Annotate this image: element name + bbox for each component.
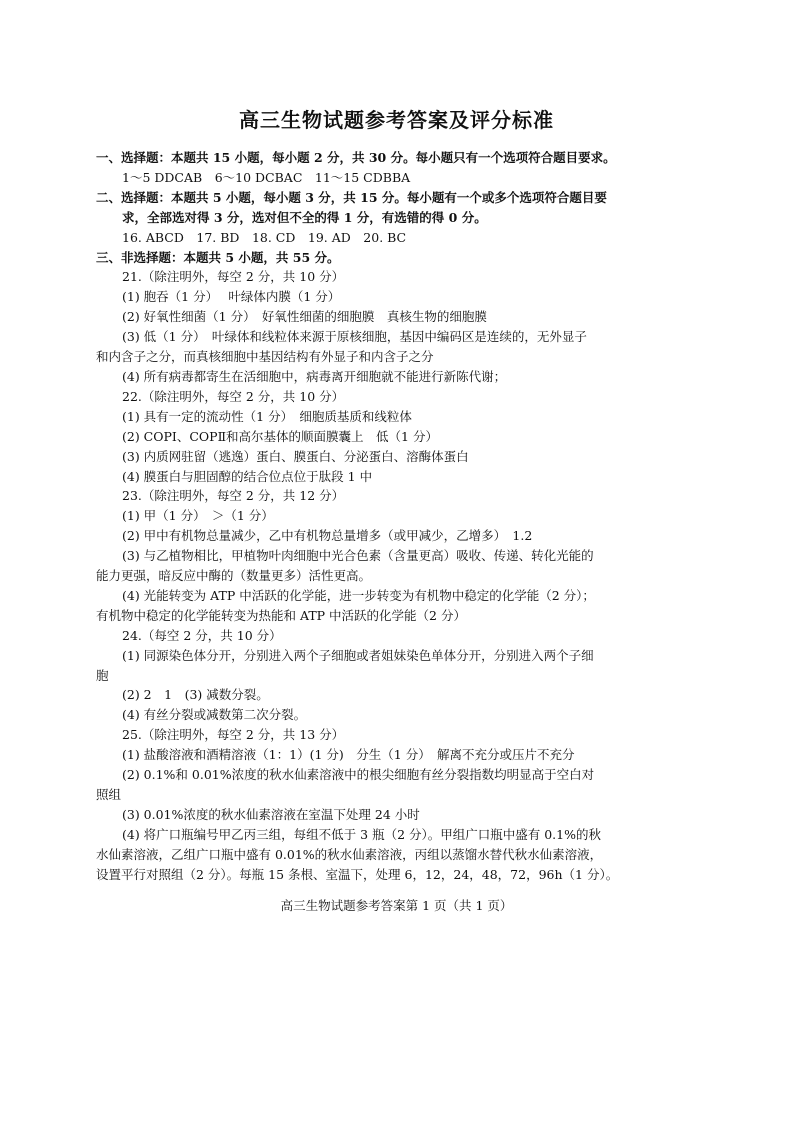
- answer-line: 三、非选择题：本题共 5 小题，共 55 分。: [96, 249, 340, 265]
- answer-line: 水仙素溶液，乙组广口瓶中盛有 0.01%的秋水仙素溶液，丙组以蒸馏水替代秋水仙素溶液，: [96, 846, 603, 862]
- answer-line: 21.（除注明外，每空 2 分，共 10 分）: [122, 269, 345, 285]
- answer-line: (1) 具有一定的流动性（1 分） 细胞质基质和线粒体: [122, 408, 412, 424]
- answer-line: (1) 同源染色体分开，分别进入两个子细胞或者姐妹染色单体分开，分别进入两个子细: [122, 647, 594, 663]
- answer-line: 1～5 DDCAB 6～10 DCBAC 11～15 CDBBA: [122, 169, 411, 185]
- answer-line: (2) COPⅠ、COPⅡ和高尔基体的顺面膜囊上 低（1 分）: [122, 428, 438, 444]
- answer-line: (3) 内质网驻留（逃逸）蛋白、膜蛋白、分泌蛋白、溶酶体蛋白: [122, 448, 469, 464]
- answer-line: (1) 胞吞（1 分） 叶绿体内膜（1 分）: [122, 289, 341, 305]
- answer-line: (4) 将广口瓶编号甲乙丙三组，每组不低于 3 瓶（2 分）。甲组广口瓶中盛有 0.1%的秋: [122, 826, 601, 842]
- answer-line: 有机物中稳定的化学能转变为热能和 ATP 中活跃的化学能（2 分）: [96, 607, 466, 623]
- answer-line: (2) 好氧性细菌（1 分） 好氧性细菌的细胞膜 真核生物的细胞膜: [122, 309, 487, 325]
- page-title: 高三生物试题参考答案及评分标准: [239, 108, 554, 132]
- answer-line: (3) 低（1 分） 叶绿体和线粒体来源于原核细胞，基因中编码区是连续的，无外显子: [122, 329, 587, 345]
- answer-line: 16. ABCD 17. BD 18. CD 19. AD 20. BC: [122, 229, 407, 245]
- page-footer: 高三生物试题参考答案第 1 页（共 1 页）: [280, 898, 513, 913]
- answer-line: (3) 与乙植物相比，甲植物叶肉细胞中光合色素（含量更高）吸收、传递、转化光能的: [122, 548, 594, 564]
- answer-line: 22.（除注明外，每空 2 分，共 10 分）: [122, 388, 345, 404]
- answer-line: (2) 甲中有机物总量减少，乙中有机物总量增多（或甲减少，乙增多） 1.2: [122, 528, 533, 544]
- answer-line: (1) 盐酸溶液和酒精溶液（1：1）(1 分) 分生（1 分） 解离不充分或压片不充分: [122, 747, 575, 763]
- answer-line: (4) 光能转变为 ATP 中活跃的化学能，进一步转变为有机物中稳定的化学能（2 分）；: [122, 587, 595, 603]
- answer-line: (2) 0.1%和 0.01%浓度的秋水仙素溶液中的根尖细胞有丝分裂指数均明显高于空白对: [122, 767, 595, 783]
- answer-line: (4) 有丝分裂或减数第二次分裂。: [122, 707, 307, 723]
- answer-line: 求，全部选对得 3 分，选对但不全的得 1 分，有选错的得 0 分。: [122, 209, 487, 225]
- answer-line: 二、选择题：本题共 5 小题，每小题 3 分，共 15 分。每小题有一个或多个选项符合题目要: [96, 189, 607, 205]
- answer-line: (4) 所有病毒都寄生在活细胞中，病毒离开细胞就不能进行新陈代谢；: [122, 368, 507, 384]
- answer-line: 能力更强，暗反应中酶的（数量更多）活性更高。: [96, 568, 372, 584]
- answer-line: 一、选择题：本题共 15 小题，每小题 2 分，共 30 分。每小题只有一个选项符合题目要求。: [96, 150, 616, 165]
- answer-line: 和内含子之分，而真核细胞中基因结构有外显子和内含子之分: [96, 349, 434, 365]
- answer-line: (2) 2 1 (3) 减数分裂。: [122, 687, 269, 703]
- answer-line: 23.（除注明外，每空 2 分，共 12 分）: [122, 488, 345, 504]
- answer-line: 24.（每空 2 分，共 10 分）: [122, 627, 282, 643]
- answer-content: [96, 148, 656, 885]
- answer-line: 照组: [96, 787, 122, 802]
- answer-line: (1) 甲（1 分） ＞（1 分）: [122, 508, 274, 524]
- answer-line: 25.（除注明外，每空 2 分，共 13 分）: [122, 727, 345, 743]
- answer-line: 胞: [96, 667, 109, 683]
- answer-line: (3) 0.01%浓度的秋水仙素溶液在室温下处理 24 小时: [122, 806, 420, 822]
- answer-line: 设置平行对照组（2 分）。每瓶 15 条根、室温下，处理 6，12，24，48，72，96h（1 分）。: [96, 866, 619, 882]
- answer-line: (4) 膜蛋白与胆固醇的结合位点位于肽段 1 中: [122, 468, 373, 484]
